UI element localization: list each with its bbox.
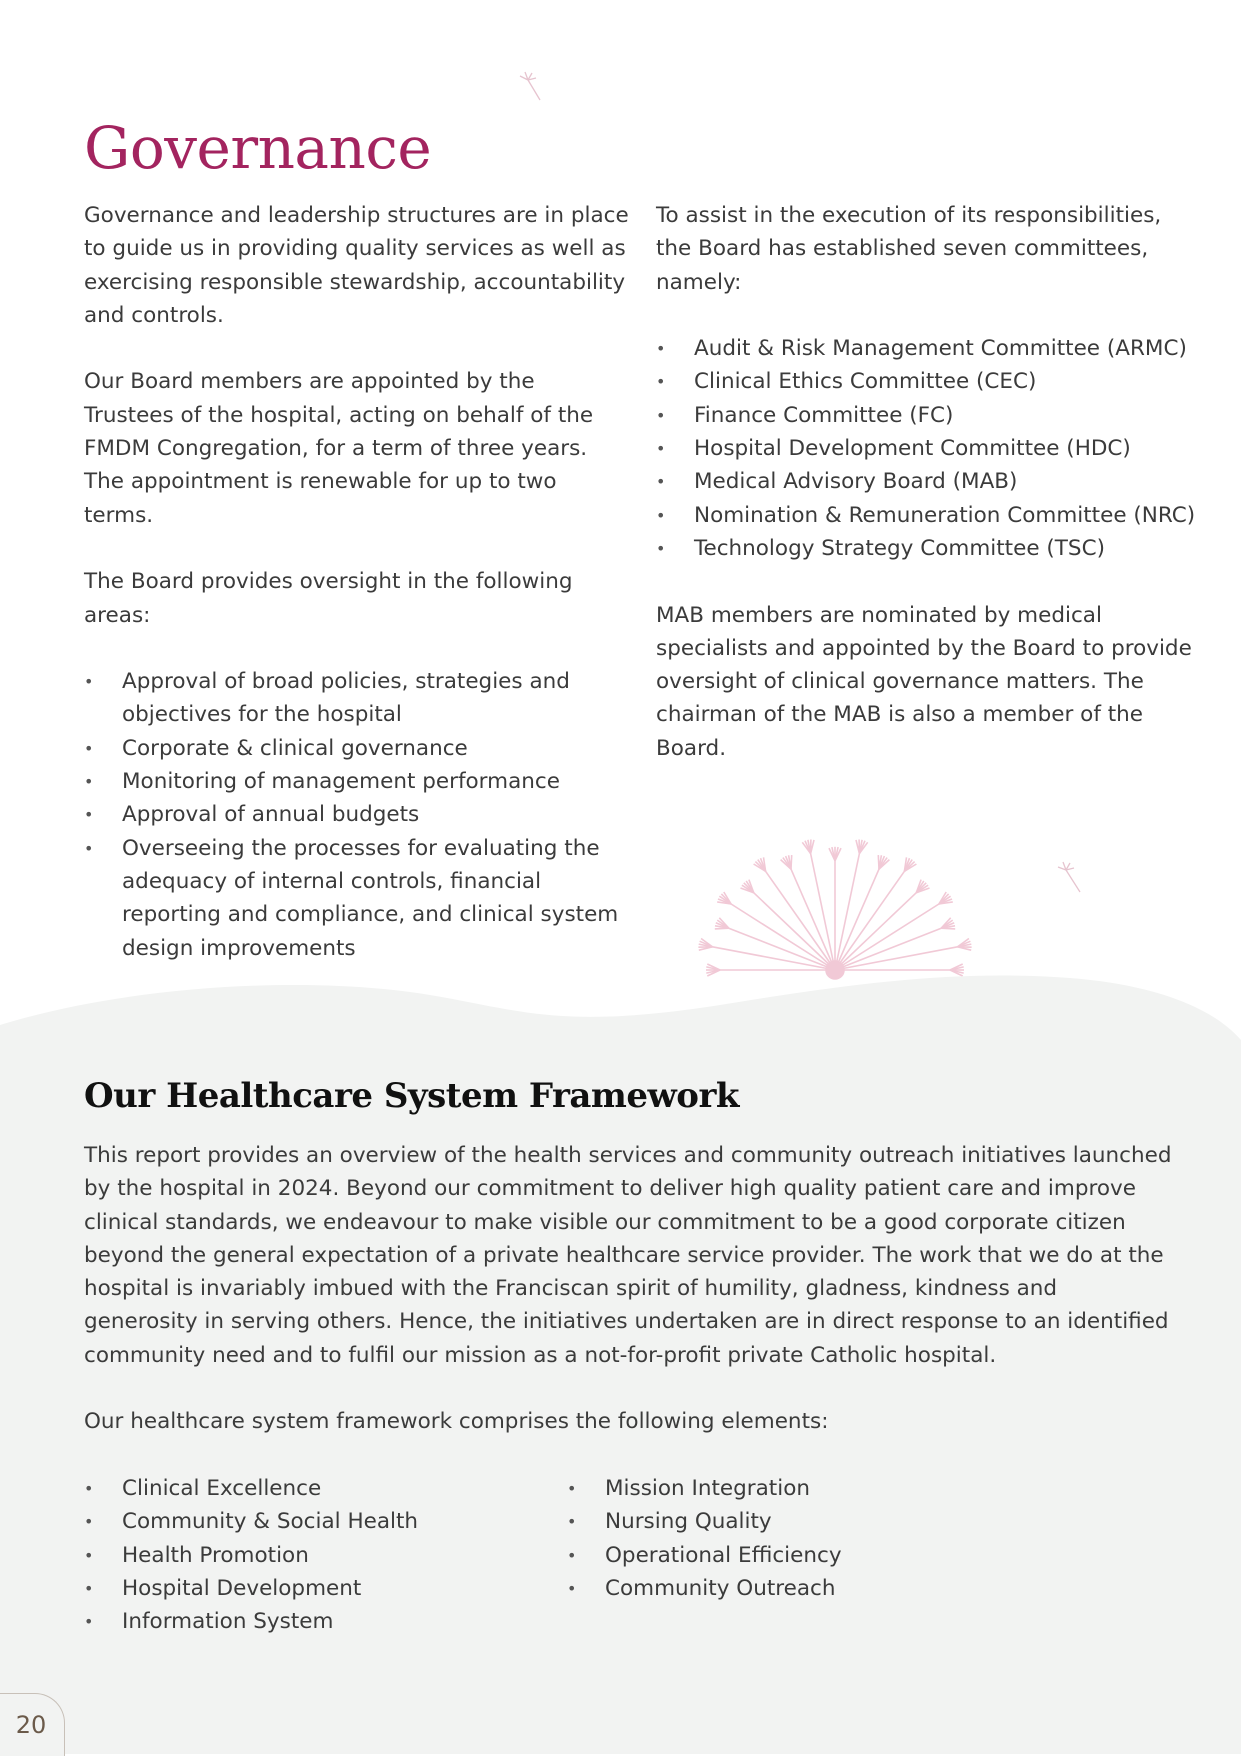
list-item: • Nursing Quality: [567, 1505, 1027, 1538]
list-item: • Audit & Risk Management Committee (ARMC): [656, 332, 1201, 365]
list-item: • Monitoring of management performance: [84, 765, 629, 798]
framework-body: [84, 1139, 1174, 1439]
list-item: • Mission Integration: [567, 1472, 1027, 1505]
oversight-areas-list: [84, 665, 629, 965]
governance-left-column: [84, 199, 629, 965]
list-item: • Community Outreach: [567, 1572, 1027, 1605]
list-item: • Technology Strategy Committee (TSC): [656, 532, 1201, 565]
list-item: • Approval of broad policies, strategies and objectives for the hospital: [84, 665, 629, 732]
list-item: • Finance Committee (FC): [656, 399, 1201, 432]
page-number: 20: [0, 1693, 65, 1756]
framework-overview-paragraph: This report provides an overview of the health services and community outreach initiatives launched by the hospital in 2024. Beyond our commitment to deliver high quality patient care and improve clinical standards, we endeavour to make visible our commitment to be a good corporate citizen beyond the general expectation of a private healthcare service provider. The work that we do at the hospital is invariably imbued with the Franciscan spirit of humility, gladness, kindness and generosity in serving others. Hence, the initiatives undertaken are in direct response to an identified community need and to fulfil our mission as a not-for-profit private Catholic hospital.: [84, 1139, 1174, 1372]
page-title: Governance: [84, 108, 431, 188]
list-item: • Hospital Development: [84, 1572, 544, 1605]
list-item: • Hospital Development Committee (HDC): [656, 432, 1201, 465]
dandelion-decoration-icon: [698, 840, 971, 980]
list-item: • Approval of annual budgets: [84, 798, 629, 831]
list-item: • Medical Advisory Board (MAB): [656, 465, 1201, 498]
dandelion-seed-icon: [520, 72, 540, 100]
oversight-intro-paragraph: The Board provides oversight in the following areas:: [84, 565, 629, 632]
governance-intro-paragraph: Governance and leadership structures are in place to guide us in providing quality services as well as exercising responsible stewardship, accountability and controls.: [84, 199, 629, 332]
list-item: • Clinical Ethics Committee (CEC): [656, 365, 1201, 398]
committees-intro-paragraph: To assist in the execution of its responsibilities, the Board has established seven committees, namely:: [656, 199, 1201, 299]
list-item: • Overseeing the processes for evaluating the adequacy of internal controls, financial reporting and compliance, and clinical system design improvements: [84, 832, 629, 965]
framework-elements-intro: Our healthcare system framework comprises the following elements:: [84, 1405, 1174, 1438]
list-item: • Operational Efficiency: [567, 1539, 1027, 1572]
mab-paragraph: MAB members are nominated by medical specialists and appointed by the Board to provide oversight of clinical governance matters. The chairman of the MAB is also a member of the Board.: [656, 599, 1201, 765]
dandelion-seed-icon: [1058, 862, 1080, 892]
list-item: • Nomination & Remuneration Committee (NRC): [656, 499, 1201, 532]
list-item: • Corporate & clinical governance: [84, 732, 629, 765]
board-appointment-paragraph: Our Board members are appointed by the Trustees of the hospital, acting on behalf of the FMDM Congregation, for a term of three years. The appointment is renewable for up to two terms.: [84, 365, 629, 531]
framework-elements-list-right: [567, 1472, 1027, 1605]
list-item: • Community & Social Health: [84, 1505, 544, 1538]
committees-list: [656, 332, 1201, 565]
list-item: • Information System: [84, 1605, 544, 1638]
list-item: • Clinical Excellence: [84, 1472, 544, 1505]
list-item: • Health Promotion: [84, 1539, 544, 1572]
framework-elements-list-left: [84, 1472, 544, 1638]
framework-title: Our Healthcare System Framework: [84, 1070, 739, 1122]
governance-right-column: [656, 199, 1201, 765]
